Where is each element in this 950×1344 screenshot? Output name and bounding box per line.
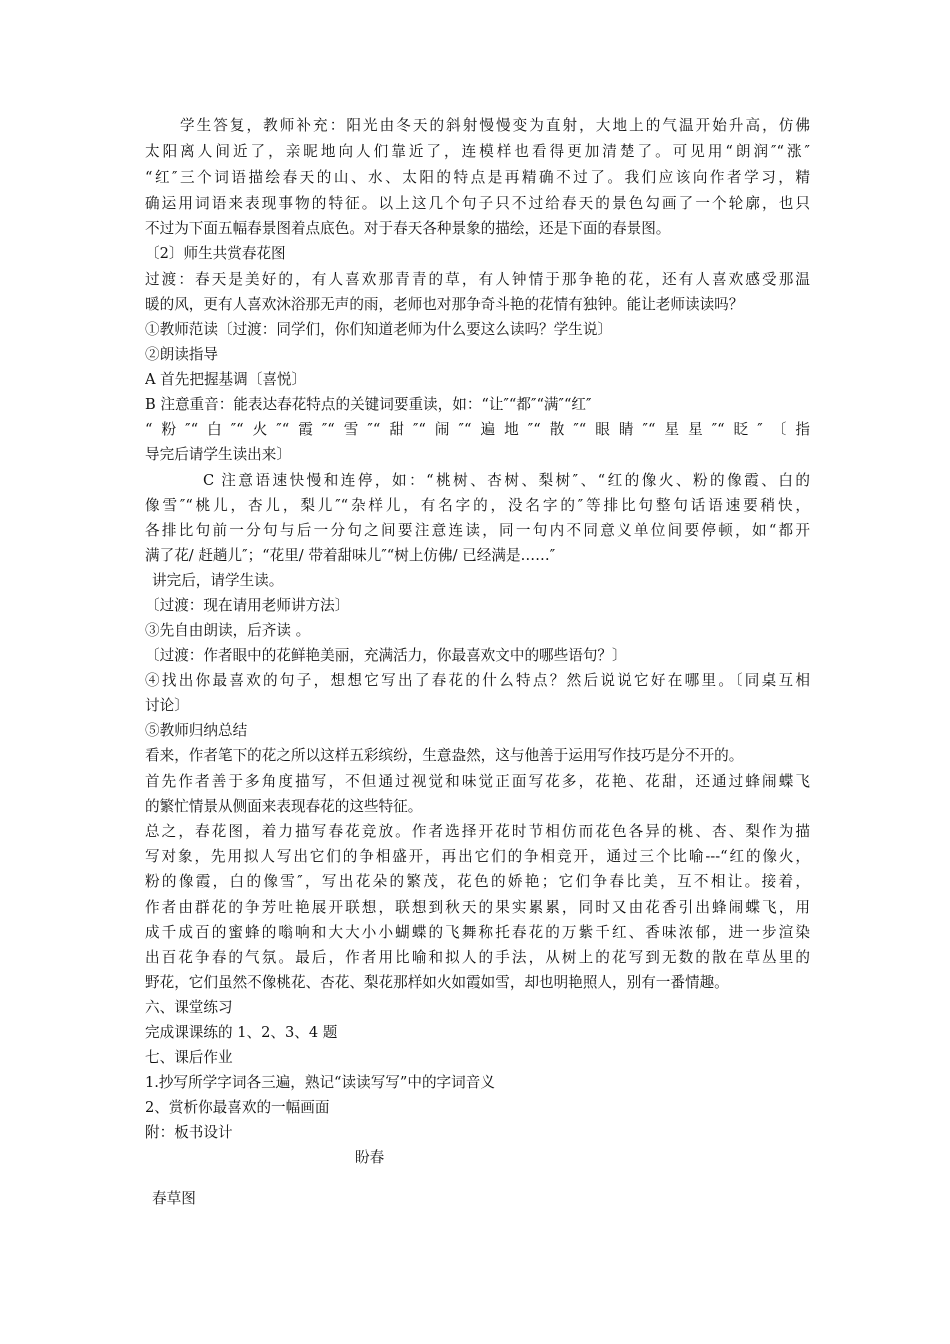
paragraph-line: 不过为下面五幅春景图着点底色。对于春天各种景象的描绘，还是下面的春景图。 [145, 220, 671, 237]
section-heading: 〔2〕师生共赏春花图 [145, 245, 286, 262]
paragraph-line: ④找出你最喜欢的句子，想想它写出了春花的什么特点？然后说说它好在哪里。〔同桌互相 [145, 672, 810, 689]
paragraph-line: B 注意重音：能表达春花特点的关键词要重读，如：“让″“都″“满″“红″ [145, 396, 592, 413]
paragraph-line: A 首先把握基调〔喜悦〕 [145, 371, 307, 388]
paragraph-line: 作者由群花的争芳吐艳展开联想，联想到秋天的果实累累，同时又由花香引出蜂闹蝶飞，用 [145, 899, 810, 916]
section-heading: 六、课堂练习 [145, 999, 233, 1016]
paragraph-line: 首先作者善于多角度描写，不但通过视觉和味觉正面写花多，花艳、花甜，还通过蜂闹蝶飞 [145, 773, 810, 790]
board-title: 盼春 [355, 1149, 385, 1166]
paragraph-line: “粉″“白″“火″“霞″“雪″“甜″“闹″“遍地″“散″“眼睛″“星星″“眨″〔指 [145, 421, 810, 438]
section-heading: 七、课后作业 [145, 1049, 233, 1066]
paragraph-line: 1.抄写所学字词各三遍，熟记“读读写写”中的字词音义 [145, 1074, 495, 1091]
paragraph-line: 讨论〕 [145, 697, 189, 714]
paragraph-line: 导完后请学生读出来〕 [145, 446, 291, 463]
paragraph-line: 像雪″“桃儿，杏儿，梨儿″“杂样儿，有名字的，没名字的″等排比句整句话语速要稍快， [145, 497, 810, 514]
paragraph-line: 暖的风，更有人喜欢沐浴那无声的雨，老师也对那争奇斗艳的花情有独钟。能让老师读读吗？ [145, 296, 744, 313]
paragraph-line: ⑤教师归纳总结 [145, 722, 248, 739]
paragraph-line: 粉的像霞，白的像雪″，写出花朵的繁茂，花色的娇艳；它们争春比美，互不相让。接着， [145, 873, 810, 890]
paragraph-line: 出百花争春的气氛。最后，作者用比喻和拟人的手法，从树上的花写到无数的散在草丛里的 [145, 949, 810, 966]
board-item: 春草图 [152, 1190, 196, 1207]
paragraph-line: 的繁忙情景从侧面来表现春花的这些特征。 [145, 798, 423, 815]
paragraph-line: C 注意语速快慢和连停，如：“桃树、杏树、梨树″、“红的像火、粉的像霞、白的 [203, 472, 810, 489]
paragraph-line: 讲完后，请学生读。 [152, 572, 284, 589]
paragraph-line: 满了花/ 赶趟儿″；“花里/ 带着甜味儿″“树上仿佛/ 已经满是……″ [145, 547, 556, 564]
paragraph-line: 看来，作者笔下的花之所以这样五彩缤纷，生意盎然，这与他善于运用写作技巧是分不开的。 [145, 747, 744, 764]
paragraph-line: 写对象，先用拟人写出它们的争相盛开，再出它们的争相竞开，通过三个比喻---“红的像火， [145, 848, 810, 865]
paragraph-line: 总之，春花图，着力描写春花竞放。作者选择开花时节相仿而花色各异的桃、杏、梨作为描 [145, 823, 810, 840]
paragraph-line: “红″三个词语描绘春天的山、水、太阳的特点是再精确不过了。我们应该向作者学习，精 [145, 169, 810, 186]
paragraph-line: 〔过渡：现在请用老师讲方法〕 [145, 597, 350, 614]
paragraph-line: ②朗读指导 [145, 346, 218, 363]
paragraph-line: ③先自由朗读，后齐读 。 [145, 622, 311, 639]
paragraph-line: 附：板书设计 [145, 1124, 233, 1141]
paragraph-line: 各排比句前一分句与后一分句之间要注意连读，同一句内不同意义单位间要停顿，如“都开 [145, 522, 810, 539]
paragraph-line: 确运用词语来表现事物的特征。以上这几个句子只不过给春天的景色勾画了一个轮廓，也只 [145, 195, 810, 212]
paragraph-line: 学生答复，教师补充：阳光由冬天的斜射慢慢变为直射，大地上的气温开始升高，仿佛 [180, 117, 810, 134]
paragraph-line: 过渡：春天是美好的，有人喜欢那青青的草，有人钟情于那争艳的花，还有人喜欢感受那温 [145, 271, 810, 288]
paragraph-line: 〔过渡：作者眼中的花鲜艳美丽，充满活力，你最喜欢文中的哪些语句？〕 [145, 647, 627, 664]
paragraph-line: 野花，它们虽然不像桃花、杏花、梨花那样如火如霞如雪，却也明艳照人，别有一番情趣。 [145, 974, 729, 991]
paragraph-line: 成千成百的蜜蜂的嗡响和大大小小蝴蝶的飞舞称托春花的万紫千红、香味浓郁，进一步渲染 [145, 924, 810, 941]
paragraph-line: 完成课课练的 1、2、3、4 题 [145, 1024, 338, 1041]
paragraph-line: 2、赏析你最喜欢的一幅画面 [145, 1099, 330, 1116]
paragraph-line: 太阳离人间近了，亲昵地向人们靠近了，连模样也看得更加清楚了。可见用“朗润″“涨″ [145, 143, 810, 160]
paragraph-line: ①教师范读〔过渡：同学们，你们知道老师为什么要这么读吗？学生说〕 [145, 321, 613, 338]
